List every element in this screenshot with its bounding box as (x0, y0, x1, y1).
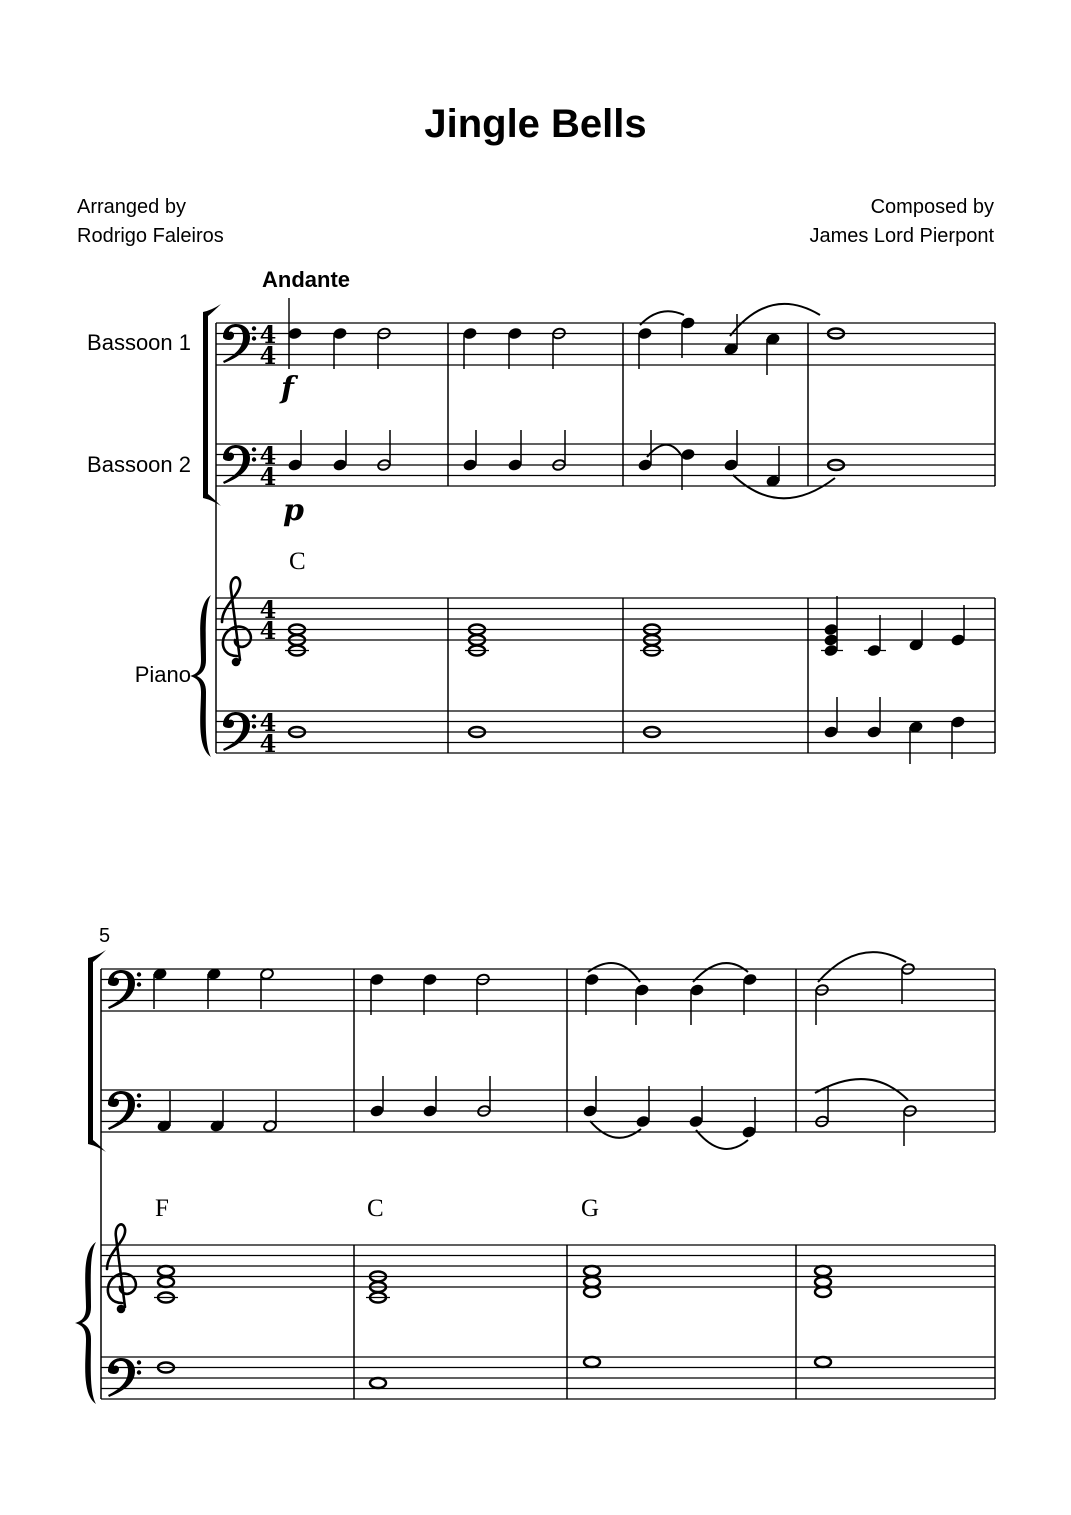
note (583, 1105, 597, 1118)
instrument-label-bassoon-2: Bassoon 2 (87, 452, 191, 477)
note (333, 459, 347, 472)
time-sig-denominator: 4 (259, 341, 277, 370)
chord-note (584, 1277, 600, 1287)
chord-note (584, 1266, 600, 1276)
chord-note (824, 634, 838, 647)
time-sig-denominator: 4 (259, 616, 277, 645)
note (742, 1126, 756, 1139)
note (951, 716, 965, 729)
note (638, 327, 652, 340)
note (689, 1115, 703, 1128)
composer-label: Composed by (870, 196, 994, 218)
barlines (101, 969, 995, 1399)
chord-symbol: C (367, 1195, 384, 1222)
chord-note (158, 1266, 174, 1276)
chord-symbol: C (289, 548, 306, 575)
note (824, 726, 838, 739)
bassoon-2-stems (301, 430, 779, 490)
dynamic-piano: p (283, 493, 304, 528)
note (463, 459, 477, 472)
instrument-label-bassoon-1: Bassoon 1 (87, 330, 191, 355)
note (370, 1378, 386, 1388)
arranger-name: Rodrigo Faleiros (77, 225, 224, 247)
piano-brace (190, 595, 211, 757)
treble-clef-icon (107, 1224, 136, 1312)
note (724, 459, 738, 472)
note (463, 327, 477, 340)
note (743, 973, 757, 986)
note (681, 448, 695, 461)
time-sig-numerator: 4 (259, 708, 277, 737)
instrument-label-piano: Piano (134, 662, 191, 687)
piano-right-hand-notes (821, 596, 965, 657)
chord-note (815, 1266, 831, 1276)
chord-note (815, 1277, 831, 1287)
composer-name: James Lord Pierpont (809, 225, 994, 247)
note (423, 1105, 437, 1118)
chord-symbol: F (155, 1195, 169, 1222)
note (508, 327, 522, 340)
piano-brace (75, 1242, 96, 1404)
dynamic-forte: f (281, 371, 294, 406)
note (815, 1357, 831, 1367)
tempo-marking: Andante (262, 267, 350, 292)
measure-number: 5 (99, 925, 111, 947)
note (333, 327, 347, 340)
note (638, 459, 652, 472)
bassoon-1-stems (154, 969, 902, 1025)
arranger-label: Arranged by (77, 196, 186, 218)
time-signature (260, 320, 277, 758)
time-sig-numerator: 4 (259, 595, 277, 624)
staff-lines (101, 969, 995, 1399)
chord-note (158, 1277, 174, 1287)
chord-note (584, 1287, 600, 1297)
note (867, 726, 881, 739)
note (370, 973, 384, 986)
note (690, 984, 704, 997)
treble-clef-icon (222, 577, 251, 665)
note (423, 973, 437, 986)
piano-left-hand-notes (158, 1357, 831, 1388)
note (636, 1115, 650, 1128)
note (288, 327, 302, 340)
note (288, 459, 302, 472)
note (635, 984, 649, 997)
note (681, 317, 695, 330)
staff-lines (216, 323, 995, 753)
time-sig-numerator: 4 (259, 441, 277, 470)
note (370, 1105, 384, 1118)
slur (640, 304, 820, 336)
note (584, 1357, 600, 1367)
chord-note (815, 1287, 831, 1297)
score-title: Jingle Bells (424, 102, 647, 146)
time-sig-numerator: 4 (259, 320, 277, 349)
piano-left-hand-notes (824, 697, 965, 764)
barlines (216, 323, 995, 753)
chord-symbol: G (581, 1195, 600, 1222)
note (508, 459, 522, 472)
bassoon-1-notes (288, 298, 844, 355)
note (585, 973, 599, 986)
chord-note (824, 623, 838, 636)
time-sig-denominator: 4 (259, 462, 277, 491)
time-sig-denominator: 4 (259, 729, 277, 758)
piano-right-hand-notes (154, 1266, 831, 1303)
note (951, 634, 965, 647)
slur (647, 445, 835, 499)
